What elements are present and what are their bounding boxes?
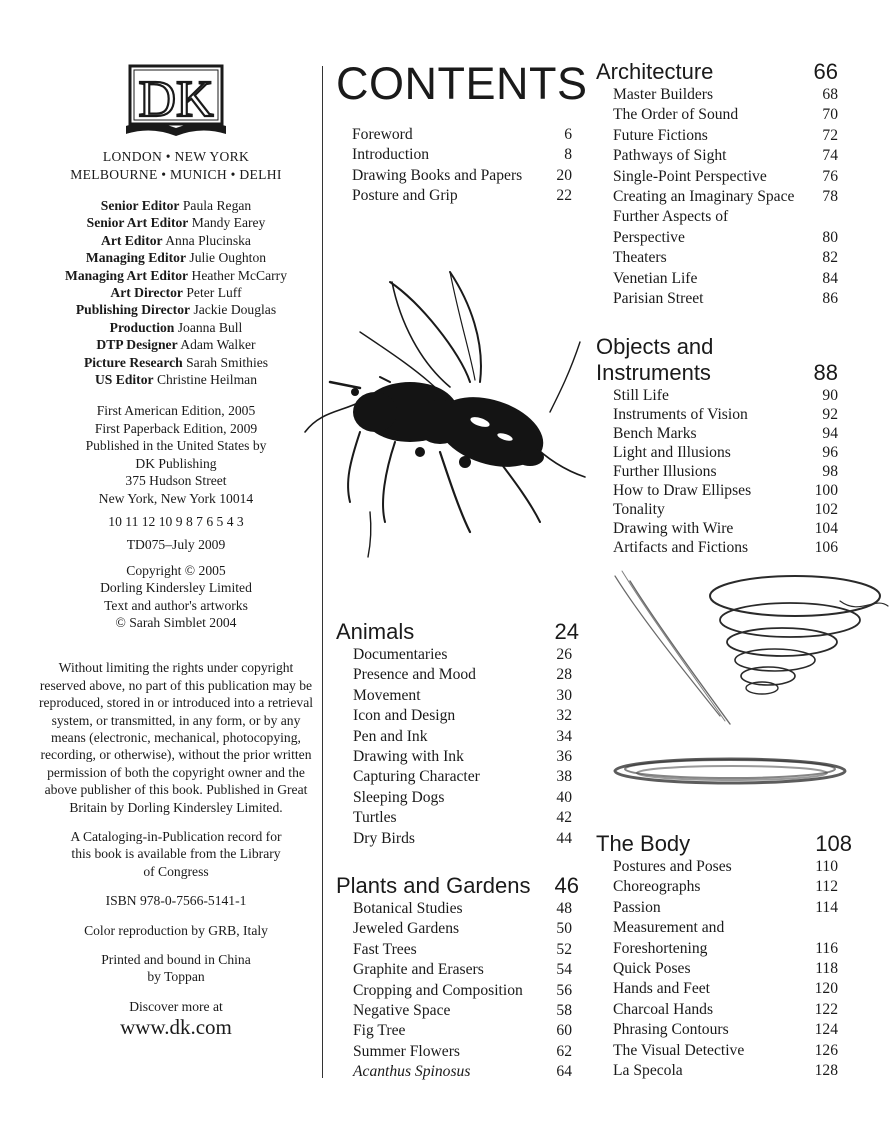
toc-entry[interactable] <box>613 443 838 462</box>
plants-toc <box>336 899 579 1083</box>
credit-role: Managing Art Editor <box>64 267 189 283</box>
credit-role: US Editor <box>94 372 154 388</box>
toc-entry-title: Tonality <box>613 501 665 518</box>
toc-entry[interactable] <box>353 829 572 849</box>
credit-name: Peter Luff <box>186 285 242 301</box>
toc-entry[interactable] <box>613 1020 838 1040</box>
toc-entry-title: Dry Birds <box>353 829 415 847</box>
toc-entry-title: Still Life <box>613 387 669 404</box>
toc-entry-title: Further Illusions <box>613 463 717 480</box>
toc-entry[interactable] <box>613 248 838 268</box>
website-link[interactable]: www.dk.com <box>120 1015 232 1040</box>
toc-entry[interactable] <box>613 187 838 207</box>
toc-entry-page: 118 <box>815 960 838 978</box>
toc-entry[interactable] <box>353 1062 572 1082</box>
toc-entry-page: 70 <box>822 106 838 124</box>
toc-entry[interactable] <box>353 960 572 980</box>
credit-line <box>40 232 312 249</box>
column-divider <box>322 66 323 1078</box>
toc-entry-title: Postures and Poses <box>613 858 732 875</box>
toc-entry[interactable] <box>353 899 572 919</box>
cities-line-2: MELBOURNE • MUNICH • DELHI <box>70 166 282 182</box>
toc-entry-page: 38 <box>556 768 572 786</box>
toc-entry[interactable] <box>613 289 838 309</box>
toc-entry-title: Measurement and <box>613 919 725 937</box>
toc-entry-title: Perspective <box>613 228 685 246</box>
toc-entry-title: Pen and Ink <box>353 727 428 745</box>
toc-entry-title: Master Builders <box>613 86 714 103</box>
toc-entry-title: Botanical Studies <box>353 900 463 917</box>
credit-line <box>40 319 312 336</box>
toc-entry-page: 76 <box>822 167 838 185</box>
toc-entry-page: 6 <box>564 126 572 143</box>
toc-entry[interactable] <box>613 1000 838 1020</box>
toc-entry-page: 86 <box>822 290 838 308</box>
toc-entry-title: Fig Tree <box>353 1022 406 1040</box>
credit-name: Adam Walker <box>180 337 256 353</box>
toc-entry-title: Bench Marks <box>613 425 697 442</box>
toc-entry-title: Parisian Street <box>613 290 704 308</box>
toc-entry-title: Passion <box>613 898 661 916</box>
toc-entry[interactable] <box>353 1021 572 1041</box>
objects-heading-line-2: Instruments 88 <box>596 360 838 385</box>
toc-entry-page: 56 <box>556 981 572 999</box>
toc-entry[interactable] <box>613 424 838 443</box>
toc-entry[interactable] <box>613 519 838 538</box>
toc-entry-page: 52 <box>556 940 572 958</box>
toc-entry[interactable] <box>353 1001 572 1021</box>
toc-entry-title: Drawing with Ink <box>353 748 464 766</box>
animals-heading: Animals 24 <box>336 619 579 644</box>
body-section <box>596 831 852 1081</box>
toc-entry-title: Hands and Feet <box>613 980 711 998</box>
toc-entry-page: 58 <box>556 1002 572 1020</box>
toc-entry-title: Drawing with Wire <box>613 520 734 537</box>
credit-line <box>40 249 312 266</box>
toc-entry-page: 32 <box>556 707 572 725</box>
rights-notice: Without limiting the rights under copyright reserved above, no part of this publication may be reproduced, stored in or introduced into a retrieval system, or transmitted, in any form, or by any means (electronic, mechanical, photocopying, recording, or otherwise), without the prior written permission of both the copyright owner and the above publisher of this book. Published in Great Britain by Dorling Kindersley Limited. <box>38 660 314 815</box>
toc-entry-title: Movement <box>353 686 421 704</box>
toc-entry[interactable] <box>613 979 838 999</box>
credit-role: Managing Editor <box>85 250 186 266</box>
credit-role: Picture Research <box>83 354 183 370</box>
discover-more: Discover more at <box>129 998 223 1014</box>
toc-entry-page: 26 <box>556 646 572 663</box>
credit-line <box>40 284 312 301</box>
toc-entry-title: Negative Space <box>353 1002 451 1020</box>
toc-entry-page: 84 <box>822 269 838 287</box>
toc-entry[interactable] <box>613 105 838 125</box>
printed-line-2: by Toppan <box>147 969 205 985</box>
toc-entry[interactable] <box>613 877 838 897</box>
toc-entry-title: Jeweled Gardens <box>353 920 460 938</box>
toc-entry-title: The Order of Sound <box>613 106 739 124</box>
imprint-column <box>40 62 312 1039</box>
contents-title: CONTENTS <box>336 58 588 109</box>
color-reproduction: Color reproduction by GRB, Italy <box>84 922 268 938</box>
toc-entry-page: 100 <box>814 482 838 499</box>
toc-entry-page: 28 <box>556 666 572 684</box>
toc-entry[interactable] <box>353 808 572 828</box>
toc-entry-title: Sleeping Dogs <box>353 788 445 806</box>
toc-entry[interactable] <box>353 767 572 787</box>
toc-entry-page: 42 <box>556 809 572 827</box>
credit-line <box>40 371 312 388</box>
dk-logo <box>124 62 228 140</box>
credit-line <box>40 267 312 284</box>
edition-info: First American Edition, 2005 First Paperback Edition, 2009 Published in the United States by DK Publishing 375 Hudson Street New York, New York 10014 <box>85 403 267 506</box>
cip-notice: A Cataloging-in-Publication record for this book is available from the Library of Congress <box>70 829 282 879</box>
credit-name: Anna Plucinska <box>165 232 251 248</box>
toc-entry[interactable] <box>353 665 572 685</box>
toc-entry[interactable] <box>353 1042 572 1062</box>
toc-entry-title: Graphite and Erasers <box>353 961 484 979</box>
toc-entry-title: Choreographs <box>613 878 701 896</box>
toc-entry[interactable] <box>613 918 838 938</box>
toc-entry-page: 96 <box>822 444 838 461</box>
credit-name: Heather McCarry <box>191 267 287 283</box>
toc-entry-page: 64 <box>556 1063 572 1081</box>
toc-entry[interactable] <box>353 919 572 939</box>
toc-entry-title: Summer Flowers <box>353 1042 460 1060</box>
toc-entry[interactable] <box>352 145 572 165</box>
toc-entry-title: Artifacts and Fictions <box>613 539 749 556</box>
toc-entry[interactable] <box>613 228 838 248</box>
toc-entry-page: 82 <box>822 249 838 267</box>
body-toc <box>596 857 852 1081</box>
toc-entry-title: Single-Point Perspective <box>613 167 767 185</box>
toc-entry-title: Turtles <box>353 809 397 827</box>
credit-name: Paula Regan <box>182 198 252 213</box>
toc-entry-page: 8 <box>564 146 572 164</box>
toc-entry-title: Future Fictions <box>613 126 708 144</box>
toc-entry[interactable] <box>353 645 572 665</box>
animals-section <box>336 619 579 849</box>
objects-section <box>596 334 838 557</box>
credit-name: Jackie Douglas <box>193 302 277 318</box>
toc-entry[interactable] <box>353 686 572 706</box>
toc-entry-title: Foreshortening <box>613 939 708 957</box>
toc-entry-page: 60 <box>556 1022 572 1040</box>
plants-section <box>336 873 579 1083</box>
objects-heading-line-1: Objects and <box>596 334 714 359</box>
credit-role: Senior Editor <box>100 198 180 213</box>
toc-entry-title: Posture and Grip <box>352 187 458 205</box>
toc-entry-page: 114 <box>815 898 838 916</box>
toc-entry[interactable] <box>613 1041 838 1061</box>
objects-toc <box>596 386 838 557</box>
architecture-section <box>596 59 838 309</box>
toc-entry[interactable] <box>613 481 838 500</box>
toc-entry-page: 116 <box>815 939 838 957</box>
toc-entry-title: Charcoal Hands <box>613 1000 714 1018</box>
toc-entry-page: 62 <box>556 1042 572 1060</box>
toc-entry[interactable] <box>352 186 572 206</box>
toc-entry[interactable] <box>353 747 572 767</box>
credit-line <box>40 301 312 318</box>
credit-name: Joanna Bull <box>177 319 243 335</box>
printing-line: 10 11 12 10 9 8 7 6 5 4 3 <box>108 513 244 529</box>
credit-line <box>40 197 312 214</box>
toc-entry-title: Pathways of Sight <box>613 147 727 165</box>
toc-entry[interactable] <box>613 269 838 289</box>
copyright-block: Copyright © 2005 Dorling Kindersley Limited Text and author's artworks © Sarah Simblet 2004 <box>100 562 252 630</box>
credit-role: Art Editor <box>101 232 163 248</box>
toc-entry-page: 68 <box>822 86 838 103</box>
credit-name: Christine Heilman <box>156 372 257 388</box>
credit-role: Art Director <box>110 285 183 301</box>
toc-entry[interactable] <box>613 898 838 918</box>
ellipse-sketches-illustration <box>600 556 890 796</box>
credit-name: Julie Oughton <box>189 250 267 266</box>
toc-entry-title: Capturing Character <box>353 768 480 786</box>
credit-line <box>40 336 312 353</box>
architecture-toc <box>596 85 838 309</box>
toc-entry[interactable] <box>613 538 838 557</box>
toc-entry-page: 120 <box>814 980 838 998</box>
credit-role: Publishing Director <box>75 302 191 318</box>
toc-entry[interactable] <box>613 939 838 959</box>
toc-entry-page: 102 <box>814 501 838 518</box>
animals-toc <box>336 645 579 849</box>
toc-entry-title: Light and Illusions <box>613 444 731 461</box>
toc-entry-page: 72 <box>822 126 838 144</box>
toc-entry[interactable] <box>353 706 572 726</box>
toc-entry-title: Fast Trees <box>353 940 417 958</box>
toc-entry-title: Presence and Mood <box>353 666 476 684</box>
toc-entry-page: 80 <box>822 228 838 246</box>
toc-entry-page: 106 <box>814 539 838 556</box>
toc-entry-page: 36 <box>556 748 572 766</box>
print-code: TD075–July 2009 <box>126 537 226 553</box>
toc-entry-page: 98 <box>822 463 838 480</box>
toc-entry-title: Instruments of Vision <box>613 406 748 423</box>
toc-entry[interactable] <box>352 125 572 145</box>
architecture-heading: Architecture 66 <box>596 59 838 84</box>
staff-credits <box>40 197 312 388</box>
toc-entry-page: 110 <box>815 858 838 875</box>
toc-entry-page: 124 <box>814 1021 838 1039</box>
toc-entry-title: Icon and Design <box>353 707 456 725</box>
toc-entry[interactable] <box>353 981 572 1001</box>
toc-entry[interactable] <box>613 167 838 187</box>
toc-entry-page: 48 <box>556 900 572 917</box>
toc-entry-page: 94 <box>822 425 838 442</box>
toc-entry-page: 40 <box>556 788 572 806</box>
toc-entry-title: Theaters <box>613 249 667 267</box>
toc-entry-page: 78 <box>822 188 838 206</box>
toc-entry-page: 30 <box>556 686 572 704</box>
toc-entry-title: Phrasing Contours <box>613 1021 729 1039</box>
toc-entry-title: La Specola <box>613 1062 683 1080</box>
credit-role: Senior Art Editor <box>86 215 189 231</box>
plants-heading: Plants and Gardens 46 <box>336 873 579 898</box>
toc-entry-title: Documentaries <box>353 646 448 663</box>
toc-entry-page: 126 <box>814 1041 838 1059</box>
toc-entry-page: 104 <box>814 520 838 537</box>
cities-line-1: LONDON • NEW YORK <box>102 149 250 164</box>
toc-entry-page: 122 <box>814 1000 838 1018</box>
toc-entry-page: 74 <box>822 147 838 165</box>
svg-text:DK: DK <box>138 71 214 128</box>
toc-entry[interactable] <box>613 85 838 105</box>
toc-entry[interactable] <box>613 1061 838 1081</box>
toc-entry-page: 50 <box>556 920 572 938</box>
toc-entry-title: Venetian Life <box>613 269 698 287</box>
toc-entry[interactable] <box>353 727 572 747</box>
toc-entry[interactable] <box>613 959 838 979</box>
toc-entry-title: Introduction <box>352 146 430 164</box>
toc-entry-title: Drawing Books and Papers <box>352 166 523 184</box>
toc-entry-page: 54 <box>556 961 572 979</box>
toc-entry[interactable] <box>353 788 572 808</box>
printed-line-1: Printed and bound in China <box>101 952 251 968</box>
toc-entry[interactable] <box>613 126 838 146</box>
credit-role: Production <box>109 319 175 335</box>
body-heading: The Body 108 <box>596 831 852 856</box>
toc-entry[interactable] <box>613 207 838 227</box>
toc-entry[interactable] <box>613 146 838 166</box>
credit-line <box>40 354 312 371</box>
toc-entry-page: 22 <box>556 187 572 205</box>
toc-entry-page: 44 <box>556 829 572 847</box>
toc-entry[interactable] <box>613 500 838 519</box>
toc-entry-title: Further Aspects of <box>613 208 729 226</box>
credit-name: Mandy Earey <box>191 215 266 231</box>
toc-entry[interactable] <box>613 462 838 481</box>
credit-line <box>40 214 312 231</box>
bee-illustration <box>300 262 590 562</box>
toc-entry-title: Foreword <box>352 126 413 143</box>
toc-entry-page: 20 <box>556 166 572 184</box>
toc-entry-title: Acanthus Spinosus <box>353 1063 471 1081</box>
toc-entry-page: 92 <box>822 406 838 423</box>
toc-entry[interactable] <box>613 405 838 424</box>
toc-entry-title: Quick Poses <box>613 960 691 978</box>
credit-role: DTP Designer <box>96 337 178 353</box>
toc-entry[interactable] <box>353 940 572 960</box>
toc-entry-page: 90 <box>822 387 838 404</box>
toc-entry-title: Creating an Imaginary Space <box>613 188 795 206</box>
toc-entry-page: 128 <box>814 1062 838 1080</box>
toc-entry[interactable] <box>352 166 572 186</box>
toc-entry[interactable] <box>613 857 838 877</box>
toc-entry-page: 34 <box>556 727 572 745</box>
intro-toc <box>352 125 572 207</box>
toc-entry-title: How to Draw Ellipses <box>613 482 752 499</box>
credit-name: Sarah Smithies <box>186 354 269 370</box>
toc-entry-title: The Visual Detective <box>613 1041 745 1059</box>
isbn: ISBN 978-0-7566-5141-1 <box>105 893 247 909</box>
toc-entry-page: 112 <box>815 878 838 896</box>
toc-entry-title: Cropping and Composition <box>353 981 523 999</box>
toc-entry[interactable] <box>613 386 838 405</box>
